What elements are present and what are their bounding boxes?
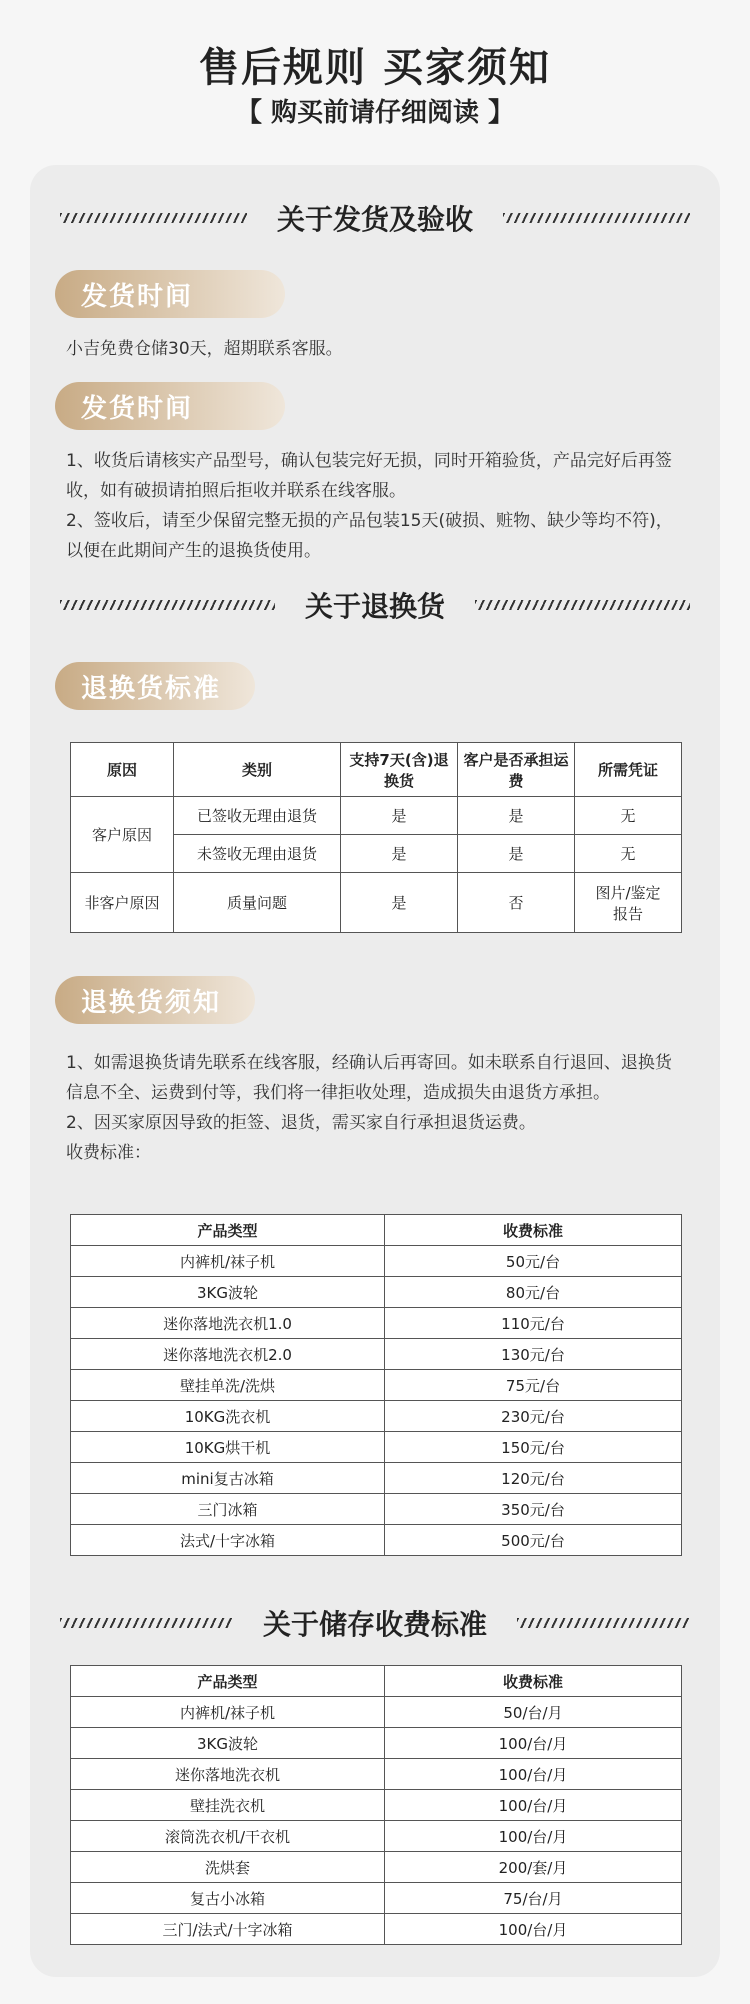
table-cell: 洗烘套 <box>71 1852 385 1883</box>
return-notice-text <box>66 1048 686 1168</box>
table-cell: 迷你落地洗衣机1.0 <box>71 1308 385 1339</box>
table-row <box>71 1308 682 1339</box>
table-cell: 壁挂洗衣机 <box>71 1790 385 1821</box>
table-cell: 复古小冰箱 <box>71 1883 385 1914</box>
table-cell: 已签收无理由退货 <box>174 797 341 835</box>
table-cell: 内裤机/袜子机 <box>71 1246 385 1277</box>
table-row <box>71 1883 682 1914</box>
table-cell: 150元/台 <box>385 1432 682 1463</box>
return-notice-1: 1、如需退换货请先联系在线客服，经确认后再寄回。如未联系自行退回、退换货信息不全、运费到付等，我们将一律拒收处理，造成损失由退货方承担。 <box>66 1053 672 1103</box>
table-header: 收费标准 <box>385 1215 682 1246</box>
table-cell: 120元/台 <box>385 1463 682 1494</box>
section-heading-text: 关于储存收费标准 <box>263 1608 488 1641</box>
table-cell: 500元/台 <box>385 1525 682 1556</box>
table-cell: 75元/台 <box>385 1370 682 1401</box>
table-cell: 230元/台 <box>385 1401 682 1432</box>
table-cell: 是 <box>458 835 575 873</box>
table-header: 所需凭证 <box>575 743 682 797</box>
table-row <box>71 1728 682 1759</box>
table-cell: 80元/台 <box>385 1277 682 1308</box>
table-row <box>71 1790 682 1821</box>
return-notice-2: 2、因买家原因导致的拒签、退货，需买家自行承担退货运费。 <box>66 1113 536 1133</box>
reason-cell: 客户原因 <box>71 797 174 873</box>
table-cell: mini复古冰箱 <box>71 1463 385 1494</box>
table-cell: 100/台/月 <box>385 1759 682 1790</box>
table-cell: 否 <box>458 873 575 933</box>
section-heading-returns <box>60 585 690 625</box>
table-cell: 110元/台 <box>385 1308 682 1339</box>
table-cell: 法式/十字冰箱 <box>71 1525 385 1556</box>
page-subtitle: 【 购买前请仔细阅读 】 <box>235 98 515 128</box>
pill-return-standard: 退换货标准 <box>55 662 255 710</box>
section-heading-text: 关于发货及验收 <box>277 203 474 236</box>
table-cell: 内裤机/袜子机 <box>71 1697 385 1728</box>
table-cell: 100/台/月 <box>385 1821 682 1852</box>
table-cell: 三门/法式/十字冰箱 <box>71 1914 385 1945</box>
table-cell: 3KG波轮 <box>71 1728 385 1759</box>
table-cell: 75/台/月 <box>385 1883 682 1914</box>
table-cell: 质量问题 <box>174 873 341 933</box>
table-cell: 50/台/月 <box>385 1697 682 1728</box>
section-heading-text: 关于退换货 <box>305 590 446 623</box>
table-cell: 50元/台 <box>385 1246 682 1277</box>
table-row <box>71 1697 682 1728</box>
table-cell: 无 <box>575 797 682 835</box>
table-cell: 100/台/月 <box>385 1914 682 1945</box>
table-row <box>71 1277 682 1308</box>
table-header: 产品类型 <box>71 1666 385 1697</box>
table-row <box>71 1494 682 1525</box>
table-cell: 350元/台 <box>385 1494 682 1525</box>
decorative-lines <box>60 213 247 223</box>
table-row <box>71 1339 682 1370</box>
decorative-lines <box>475 600 690 610</box>
table-cell: 200/套/月 <box>385 1852 682 1883</box>
table-row <box>71 1246 682 1277</box>
table-header: 原因 <box>71 743 174 797</box>
table-header: 客户是否承担运费 <box>458 743 575 797</box>
inspection-text-1: 1、收货后请核实产品型号，确认包装完好无损，同时开箱验货，产品完好后再签收，如有破损请拍照后拒收并联系在线客服。 <box>66 451 672 501</box>
table-cell: 未签收无理由退货 <box>174 835 341 873</box>
table-cell: 滚筒洗衣机/干衣机 <box>71 1821 385 1852</box>
decorative-lines <box>503 213 690 223</box>
shipping-time-text: 小吉免费仓储30天，超期联系客服。 <box>66 339 343 359</box>
storage-fee-table <box>70 1665 682 1945</box>
table-cell: 无 <box>575 835 682 873</box>
table-header: 产品类型 <box>71 1215 385 1246</box>
table-cell: 100/台/月 <box>385 1790 682 1821</box>
table-cell: 是 <box>341 873 458 933</box>
table-row <box>71 1401 682 1432</box>
table-cell: 壁挂单洗/洗烘 <box>71 1370 385 1401</box>
table-cell: 3KG波轮 <box>71 1277 385 1308</box>
table-cell: 三门冰箱 <box>71 1494 385 1525</box>
decorative-lines <box>60 1618 233 1628</box>
pill-return-notice: 退换货须知 <box>55 976 255 1024</box>
table-row <box>71 1914 682 1945</box>
return-standard-table <box>70 742 682 933</box>
table-header: 收费标准 <box>385 1666 682 1697</box>
return-fee-table <box>70 1214 682 1556</box>
table-row <box>71 1432 682 1463</box>
page-title: 售后规则 买家须知 <box>199 45 551 91</box>
table-row <box>71 1370 682 1401</box>
table-cell: 130元/台 <box>385 1339 682 1370</box>
table-header: 支持7天(含)退换货 <box>341 743 458 797</box>
table-cell: 图片/鉴定报告 <box>575 873 682 933</box>
pill-shipping-time-2: 发货时间 <box>55 382 285 430</box>
fee-standard-label: 收费标准： <box>66 1143 151 1163</box>
table-cell: 100/台/月 <box>385 1728 682 1759</box>
section-heading-shipping <box>60 198 690 238</box>
table-header: 类别 <box>174 743 341 797</box>
table-cell: 10KG烘干机 <box>71 1432 385 1463</box>
table-cell: 是 <box>341 797 458 835</box>
inspection-text <box>66 446 686 566</box>
table-row <box>71 1759 682 1790</box>
decorative-lines <box>517 1618 690 1628</box>
table-row <box>71 1852 682 1883</box>
table-cell: 迷你落地洗衣机2.0 <box>71 1339 385 1370</box>
table-row <box>71 1821 682 1852</box>
pill-shipping-time: 发货时间 <box>55 270 285 318</box>
reason-cell: 非客户原因 <box>71 873 174 933</box>
table-cell: 迷你落地洗衣机 <box>71 1759 385 1790</box>
decorative-lines <box>60 600 275 610</box>
section-heading-storage <box>60 1603 690 1643</box>
table-row <box>71 1463 682 1494</box>
inspection-text-2: 2、签收后，请至少保留完整无损的产品包装15天(破损、赃物、缺少等均不符)，以便在此期间产生的退换货使用。 <box>66 511 673 561</box>
table-cell: 是 <box>341 835 458 873</box>
table-cell: 是 <box>458 797 575 835</box>
table-cell: 10KG洗衣机 <box>71 1401 385 1432</box>
table-row <box>71 1525 682 1556</box>
